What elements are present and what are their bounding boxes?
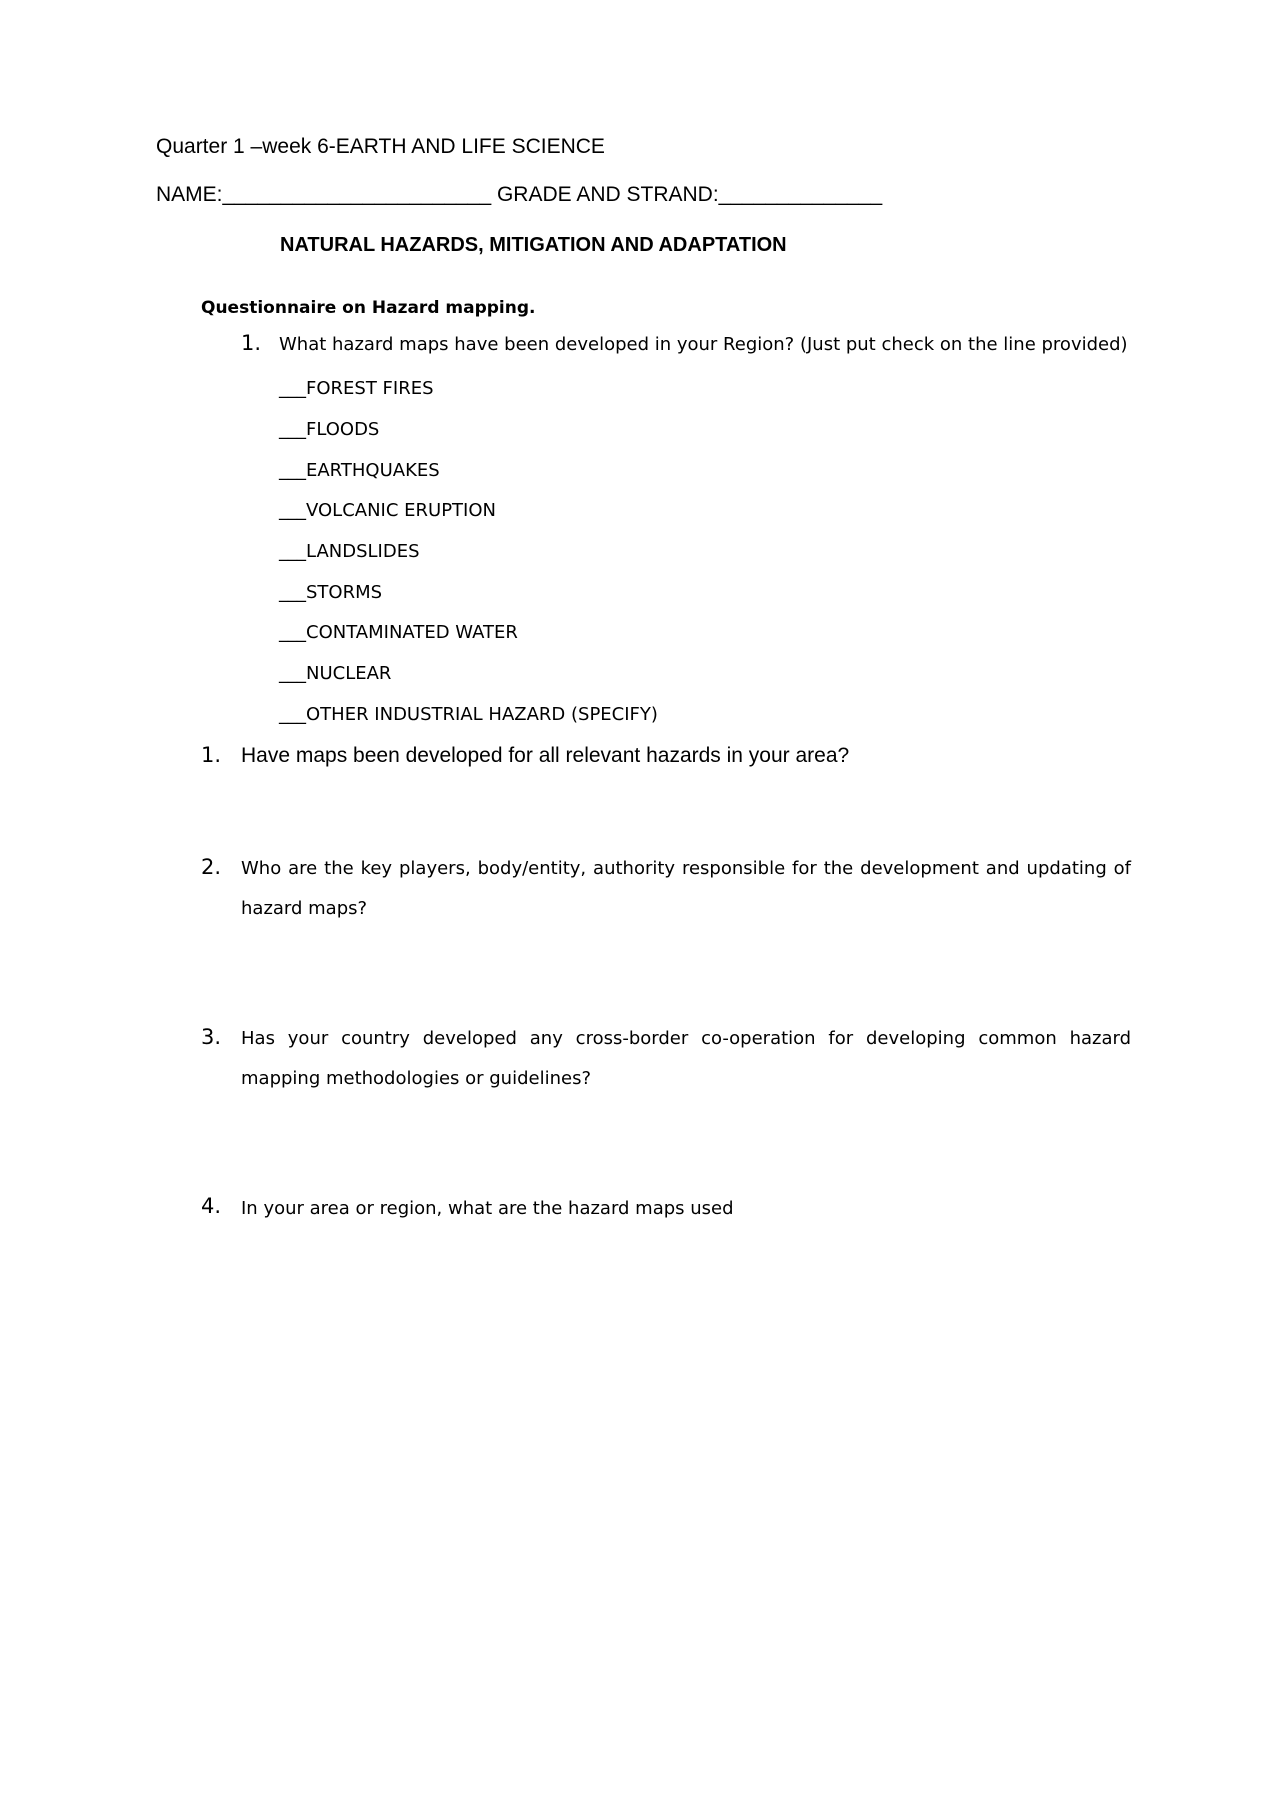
question-text: Have maps been developed for all relevant hazards in your area?: [241, 744, 850, 767]
checklist-item-earthquakes[interactable]: ___EARTHQUAKES: [279, 460, 440, 481]
checklist-item-storms[interactable]: ___STORMS: [279, 582, 383, 603]
question-number: 1.: [201, 743, 222, 767]
question-text: Has your country developed any cross-border co-operation for developing common hazard mapping methodologies or guidelines?: [241, 1028, 1131, 1089]
checklist-item-forest-fires[interactable]: ___FOREST FIRES: [279, 378, 434, 399]
checklist-item-landslides[interactable]: ___LANDSLIDES: [279, 541, 420, 562]
checklist-item-other-industrial-hazard[interactable]: ___OTHER INDUSTRIAL HAZARD (SPECIFY): [279, 704, 658, 725]
questionnaire-heading: Questionnaire on Hazard mapping.: [201, 298, 536, 318]
question-number: 4.: [201, 1194, 222, 1218]
page-title: NATURAL HAZARDS, MITIGATION AND ADAPTATION: [280, 234, 787, 256]
quarter-week-line: Quarter 1 –week 6-EARTH AND LIFE SCIENCE: [156, 135, 605, 158]
checklist-item-volcanic-eruption[interactable]: ___VOLCANIC ERUPTION: [279, 500, 496, 521]
name-grade-strand-line: NAME:_______________________ GRADE AND STRAND:______________: [156, 183, 883, 206]
question-number: 1.: [241, 331, 262, 355]
question-text: In your area or region, what are the hazard maps used: [241, 1198, 734, 1219]
checklist-item-nuclear[interactable]: ___NUCLEAR: [279, 663, 392, 684]
question-text: What hazard maps have been developed in your Region? (Just put check on the line provided): [279, 334, 1128, 355]
question-number: 2.: [201, 855, 222, 879]
question-text: Who are the key players, body/entity, authority responsible for the development and updating of hazard maps?: [241, 858, 1131, 919]
question-number: 3.: [201, 1025, 222, 1049]
checklist-item-contaminated-water[interactable]: ___CONTAMINATED WATER: [279, 622, 518, 643]
checklist-item-floods[interactable]: ___FLOODS: [279, 419, 380, 440]
